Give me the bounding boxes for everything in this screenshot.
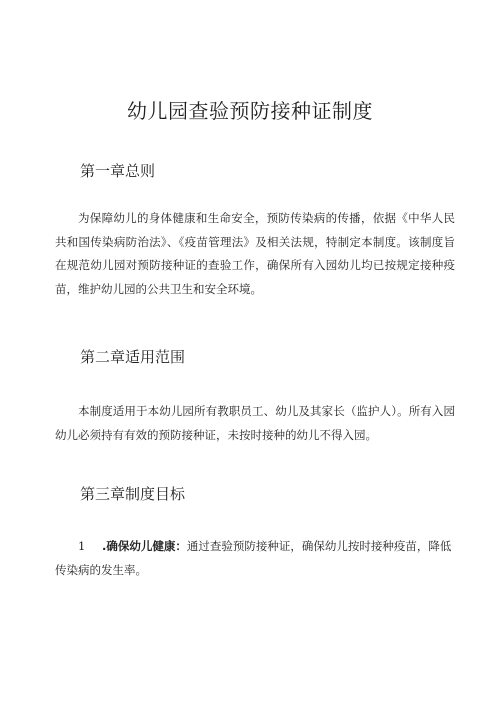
chapter-1-paragraph: 为保障幼儿的身体健康和生命安全，预防传染病的传播，依据《中华人民共和国传染病防治法》、《疫苗管理法》及相关法规，特制定本制度。该制度旨在规范幼儿园对预防接种证的查验工作，确保所有入园幼儿均已按规定接种疫苗，维护幼儿园的公共卫生和安全环境。 <box>55 211 455 296</box>
document-title: 幼儿园查验预防接种证制度 <box>127 99 373 123</box>
chapter-3-list-item <box>55 535 455 582</box>
chapter-2-paragraph: 本制度适用于本幼儿园所有教职员工、幼儿及其家长（监护人）。所有入园幼儿必须持有有效的预防接种证，未按时接种的幼儿不得入园。 <box>55 404 455 442</box>
chapter-1-heading: 第一章总则 <box>80 162 156 180</box>
chapter-3-heading: 第三章制度目标 <box>80 485 186 503</box>
list-item-number: 1 <box>78 539 86 553</box>
chapter-2-heading: 第二章适用范围 <box>80 348 186 366</box>
list-item-text: 通过查验预防接种证，确保幼儿按时接种疫苗，降低传染病的发生率。 <box>55 539 452 577</box>
list-item-bold-label: .确保幼儿健康： <box>102 539 187 553</box>
